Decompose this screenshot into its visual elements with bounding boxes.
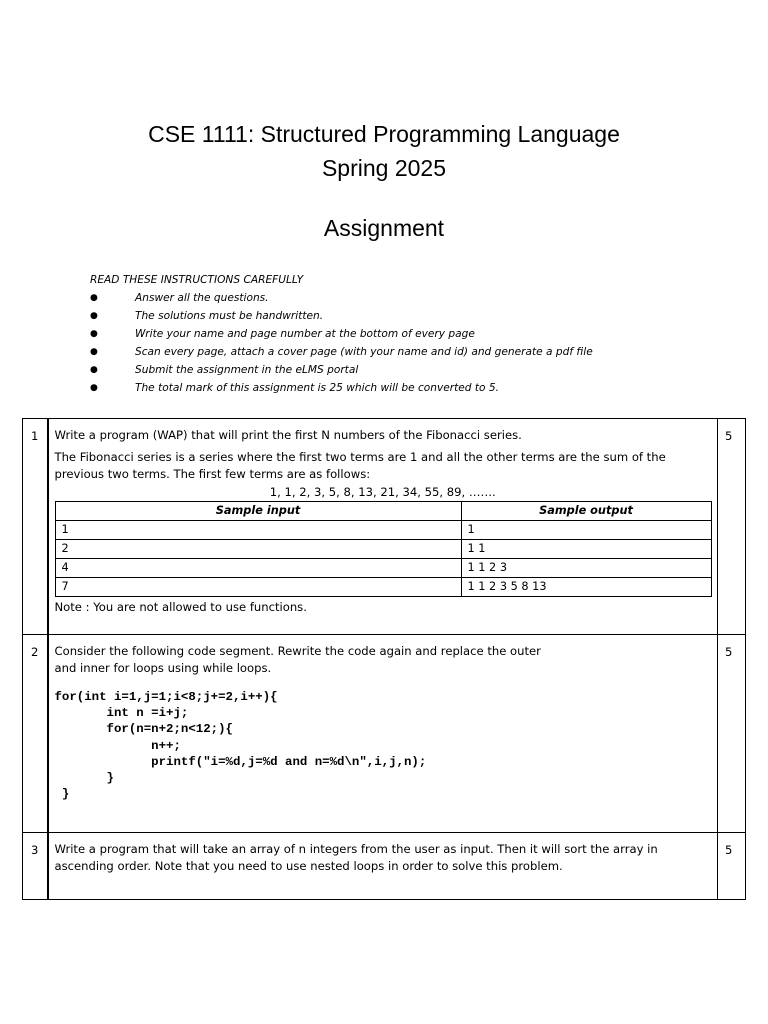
sample-input: 1 — [55, 521, 461, 540]
sample-input: 4 — [55, 559, 461, 578]
instruction-item — [90, 325, 710, 343]
bullet-icon: ● — [90, 347, 98, 357]
sample-input: 2 — [55, 540, 461, 559]
sample-row — [55, 540, 711, 559]
question-number: 2 — [23, 635, 48, 833]
question-body — [48, 635, 718, 833]
instruction-text: Answer all the questions. — [135, 292, 269, 304]
instructions-heading: READ THESE INSTRUCTIONS CAREFULLY — [90, 274, 304, 286]
instruction-item — [90, 343, 710, 361]
question-row — [23, 419, 746, 635]
sample-output: 1 — [461, 521, 711, 540]
question-marks: 5 — [718, 419, 746, 635]
question-note: Note : You are not allowed to use functions. — [54, 600, 307, 614]
question-text: Write a program that will take an array of n integers from the user as input. Then it will sort the array in ascending order. Note that you need to use nested loops in order to solve this problem. — [54, 842, 658, 873]
code-segment: for(int i=1,j=1;i<8;j+=2,i++){ int n =i+j; for(n=n+2;n<12;){ n++; printf("i=%d,j=%d and n=%d\n",i,j,n); } } — [54, 690, 427, 802]
sample-row — [55, 521, 711, 540]
question-text: Consider the following code segment. Rewrite the code again and replace the outer and inner for loops using while loops. — [54, 644, 541, 675]
instruction-item — [90, 379, 710, 397]
question-body — [48, 833, 718, 900]
sample-output: 1 1 2 3 5 8 13 — [461, 578, 711, 597]
instruction-text: Submit the assignment in the eLMS portal — [135, 364, 359, 376]
instruction-text: Write your name and page number at the bottom of every page — [135, 328, 475, 340]
sample-output: 1 1 — [461, 540, 711, 559]
question-body — [48, 419, 718, 635]
course-title: CSE 1111: Structured Programming Language — [148, 121, 620, 147]
term-title: Spring 2025 — [321, 155, 447, 181]
bullet-icon: ● — [90, 329, 98, 339]
question-row — [23, 833, 746, 900]
bullet-icon: ● — [90, 311, 98, 321]
question-number: 3 — [23, 833, 48, 900]
question-number: 1 — [23, 419, 48, 635]
sample-output: 1 1 2 3 — [461, 559, 711, 578]
bullet-icon: ● — [90, 383, 98, 393]
sample-output-header: Sample output — [461, 502, 711, 521]
question-text: Write a program (WAP) that will print the first N numbers of the Fibonacci series. — [54, 428, 522, 442]
question-text: The Fibonacci series is a series where the first two terms are 1 and all the other terms are the sum of the previous two terms. The first few terms are as follows: — [54, 450, 666, 481]
bullet-icon: ● — [90, 293, 98, 303]
instructions-block — [90, 272, 710, 397]
question-marks: 5 — [718, 833, 746, 900]
sample-row — [55, 578, 711, 597]
bullet-icon: ● — [90, 365, 98, 375]
instruction-text: The total mark of this assignment is 25 which will be converted to 5. — [135, 382, 500, 394]
question-marks: 5 — [718, 635, 746, 833]
instruction-text: Scan every page, attach a cover page (with your name and id) and generate a pdf file — [135, 346, 593, 358]
instruction-item — [90, 361, 710, 379]
instruction-item — [90, 289, 710, 307]
sample-input: 7 — [55, 578, 461, 597]
sample-row — [55, 559, 711, 578]
sample-input-header: Sample input — [55, 502, 461, 521]
instruction-item — [90, 307, 710, 325]
sample-table — [55, 501, 712, 597]
question-row — [23, 635, 746, 833]
instruction-text: The solutions must be handwritten. — [135, 310, 324, 322]
instructions-list — [90, 289, 710, 397]
questions-table — [22, 418, 746, 900]
assignment-title: Assignment — [323, 215, 445, 241]
fibonacci-series: 1, 1, 2, 3, 5, 8, 13, 21, 34, 55, 89, ……. — [269, 485, 496, 499]
